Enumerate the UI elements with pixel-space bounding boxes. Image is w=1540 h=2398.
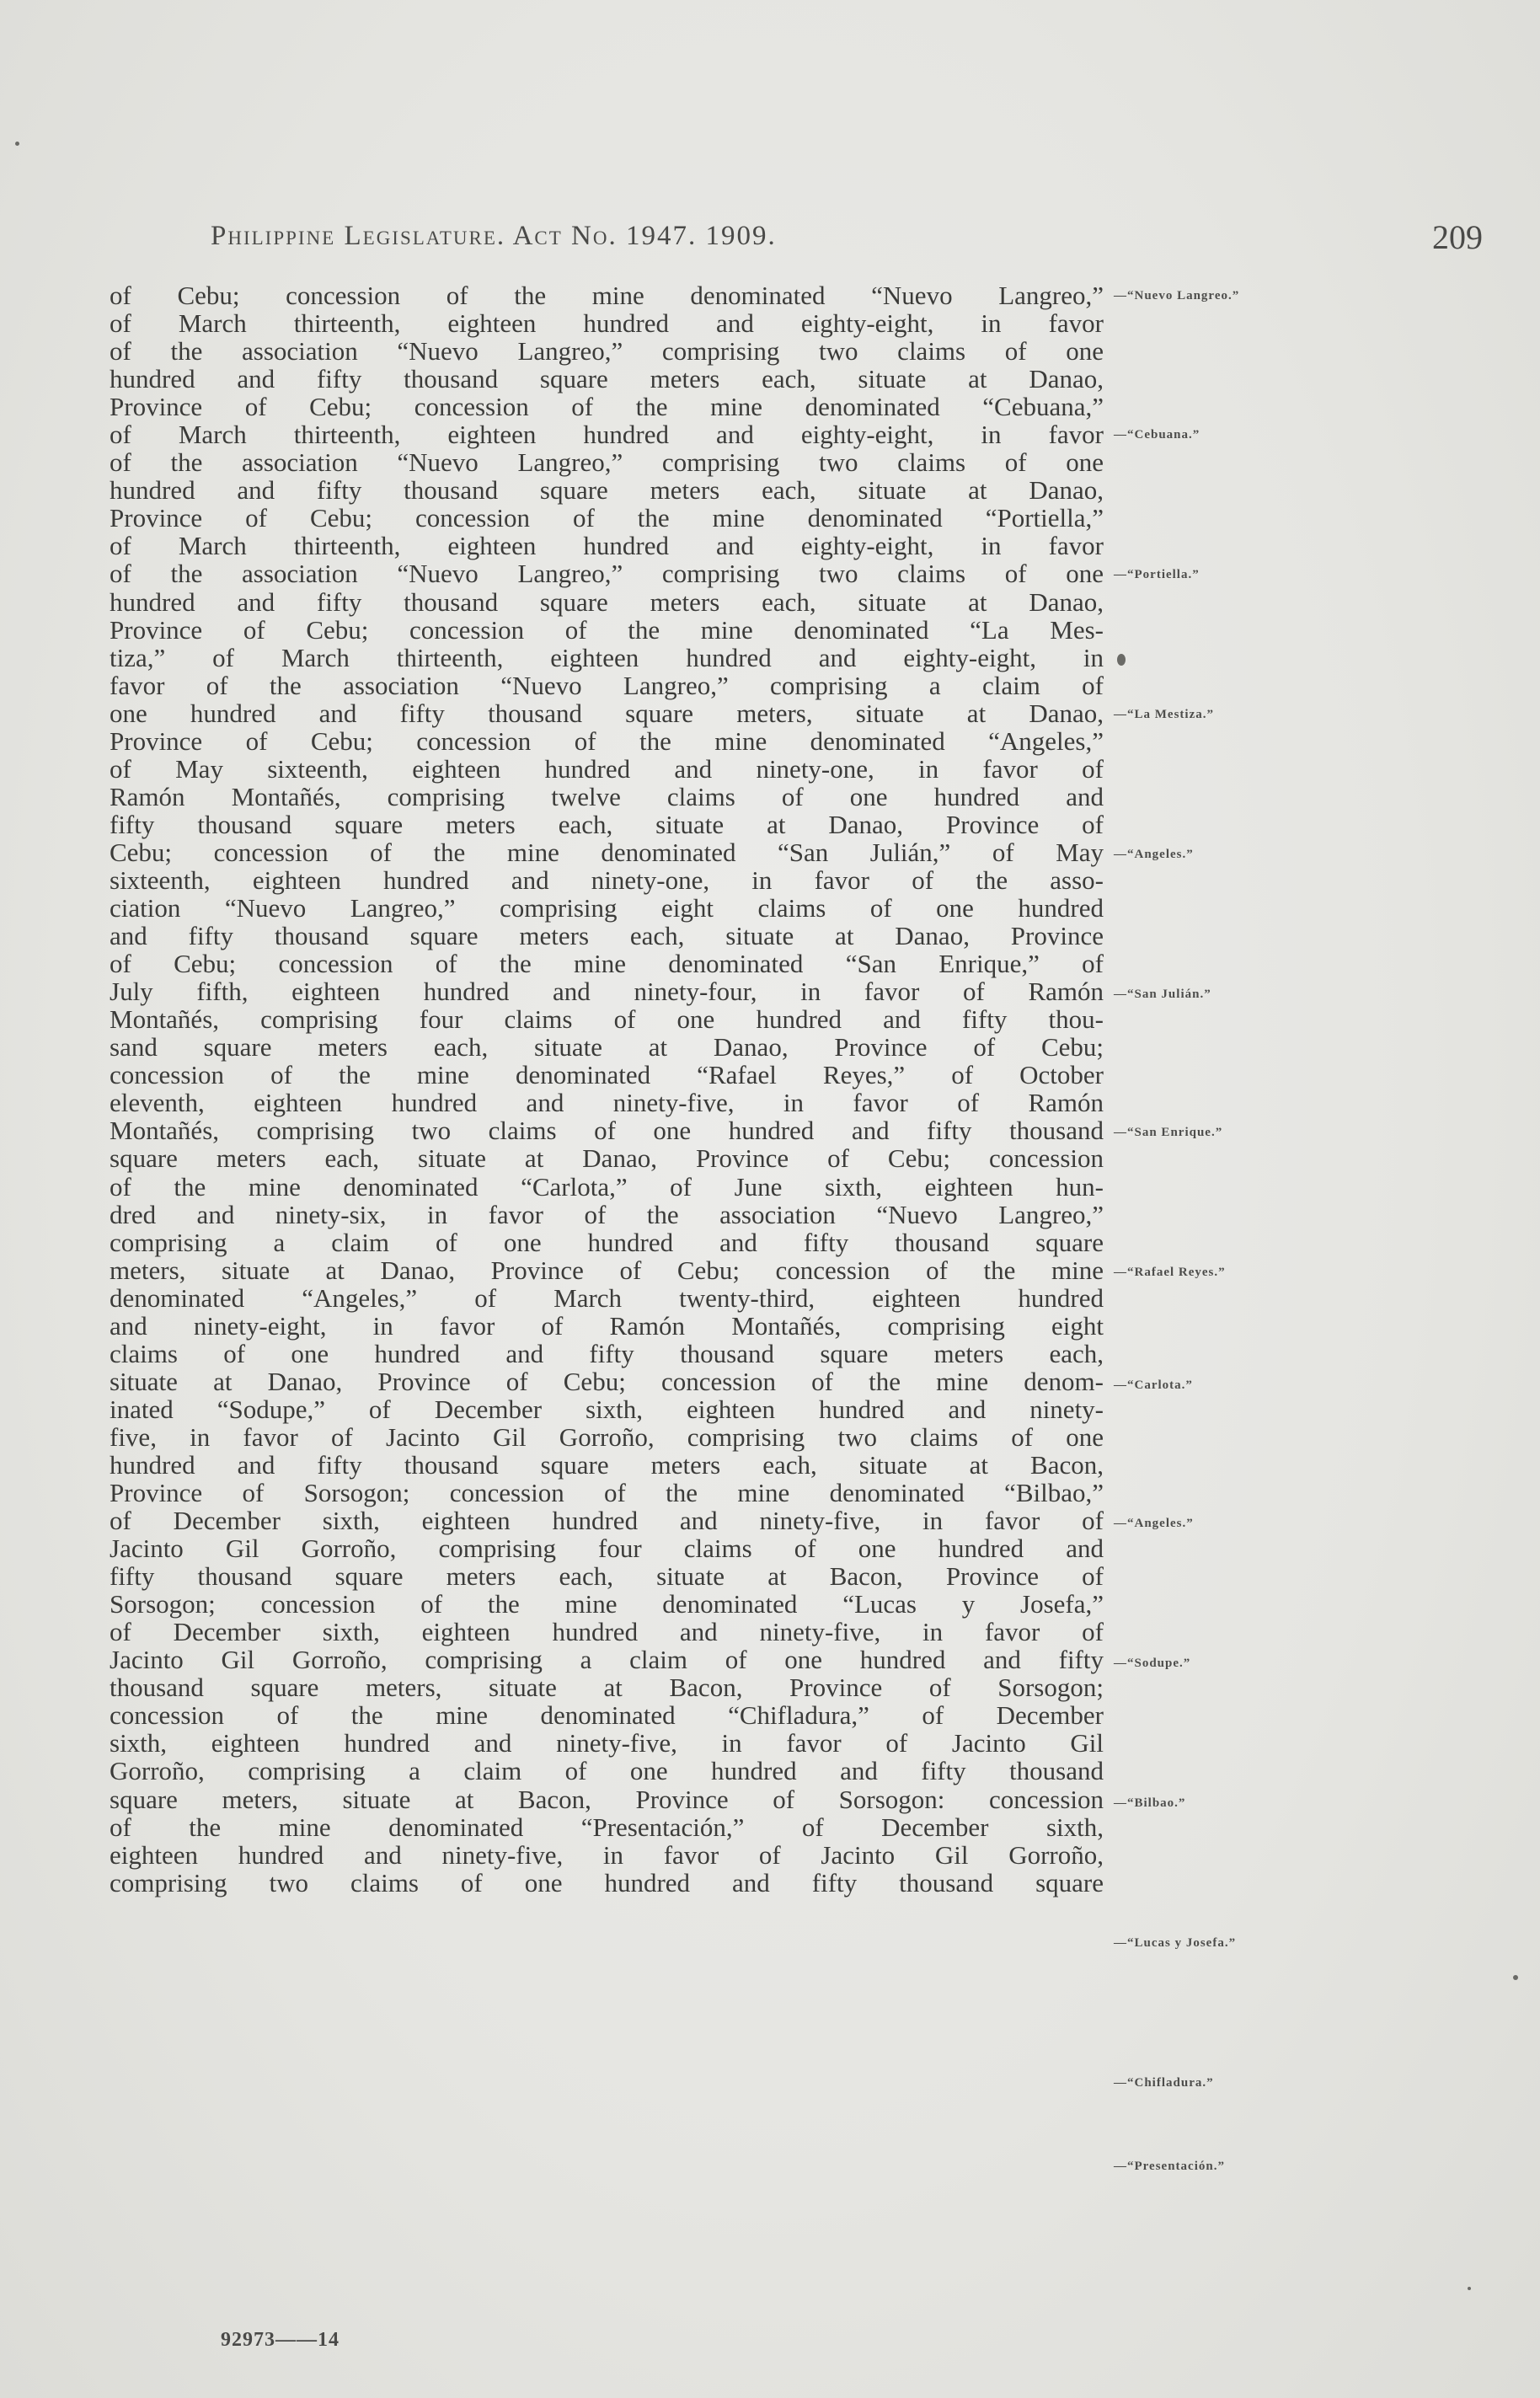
text-line: one hundred and fifty thousand square meters, situate at Danao, <box>110 698 1104 728</box>
margin-note: —“Chifladura.” <box>1114 2076 1214 2090</box>
margin-note: —“Bilbao.” <box>1114 1796 1186 1810</box>
text-line: comprising two claims of one hundred and fifty thousand square <box>110 1867 1104 1898</box>
text-line: Ramón Montañés, comprising twelve claims of one hundred and <box>110 781 1104 811</box>
text-line: of the association “Nuevo Langreo,” comprising two claims of one <box>110 447 1104 478</box>
text-line: claims of one hundred and fifty thousand square meters each, <box>110 1338 1104 1368</box>
margin-note: —“Angeles.” <box>1114 848 1194 861</box>
margin-note: —“Cebuana.” <box>1114 428 1200 442</box>
signature-mark: 92973——14 <box>221 2329 340 2351</box>
text-line: of May sixteenth, eighteen hundred and ninety-one, in favor of <box>110 753 1104 784</box>
text-line: sixth, eighteen hundred and ninety-five, in favor of Jacinto Gil <box>110 1728 1104 1758</box>
text-line: fifty thousand square meters each, situate at Bacon, Province of <box>110 1561 1104 1592</box>
text-line: favor of the association “Nuevo Langreo,” comprising a claim of <box>110 670 1104 700</box>
margin-note: —“Lucas y Josefa.” <box>1114 1936 1237 1950</box>
text-line: meters, situate at Danao, Province of Cebu; concession of the mine <box>110 1255 1104 1285</box>
text-line: Province of Cebu; concession of the mine denominated “Cebuana,” <box>110 392 1104 422</box>
text-line: Gorroño, comprising a claim of one hundred and fifty thousand <box>110 1756 1104 1786</box>
margin-note: —“Carlota.” <box>1114 1378 1193 1392</box>
text-line: of the mine denominated “Carlota,” of June sixth, eighteen hun- <box>110 1171 1104 1202</box>
ink-speck <box>1117 654 1126 666</box>
text-line: of March thirteenth, eighteen hundred and eighty-eight, in favor <box>110 420 1104 450</box>
text-line: Province of Cebu; concession of the mine denominated “Portiella,” <box>110 503 1104 533</box>
text-line: Sorsogon; concession of the mine denominated “Lucas y Josefa,” <box>110 1589 1104 1619</box>
text-line: Montañés, comprising four claims of one hundred and fifty thou- <box>110 1004 1104 1035</box>
text-line: square meters, situate at Bacon, Province of Sorsogon: concession <box>110 1784 1104 1814</box>
text-line: hundred and fifty thousand square meters each, situate at Danao, <box>110 475 1104 506</box>
margin-note: —“La Mestiza.” <box>1114 708 1214 721</box>
text-line: concession of the mine denominated “Chifladura,” of December <box>110 1700 1104 1731</box>
text-line: of the mine denominated “Presentación,” of December sixth, <box>110 1812 1104 1842</box>
text-line: fifty thousand square meters each, situate at Danao, Province of <box>110 809 1104 839</box>
text-line: concession of the mine denominated “Rafael Reyes,” of October <box>110 1060 1104 1090</box>
body-text <box>110 281 1104 1897</box>
page-header-title: Philippine Legislature. Act No. 1947. 1909. <box>211 221 777 251</box>
text-line: Province of Sorsogon; concession of the mine denominated “Bilbao,” <box>110 1478 1104 1508</box>
text-line: Province of Cebu; concession of the mine denominated “Angeles,” <box>110 725 1104 756</box>
margin-note: —“Sodupe.” <box>1114 1657 1191 1670</box>
text-line: of the association “Nuevo Langreo,” comprising two claims of one <box>110 336 1104 367</box>
margin-note: —“Presentación.” <box>1114 2160 1225 2173</box>
text-line: tiza,” of March thirteenth, eighteen hundred and eighty-eight, in <box>110 642 1104 672</box>
ink-speck <box>1513 1975 1518 1980</box>
text-line: hundred and fifty thousand square meters each, situate at Danao, <box>110 364 1104 394</box>
text-line: Jacinto Gil Gorroño, comprising four claims of one hundred and <box>110 1534 1104 1564</box>
margin-note: —“Rafael Reyes.” <box>1114 1266 1226 1279</box>
text-line: of December sixth, eighteen hundred and ninety-five, in favor of <box>110 1617 1104 1647</box>
margin-note: —“Angeles.” <box>1114 1517 1194 1530</box>
text-line: of December sixth, eighteen hundred and ninety-five, in favor of <box>110 1506 1104 1536</box>
ink-speck <box>15 142 19 146</box>
text-line: of Cebu; concession of the mine denominated “Nuevo Langreo,” <box>110 281 1104 310</box>
text-line: sixteenth, eighteen hundred and ninety-one, in favor of the asso- <box>110 864 1104 895</box>
page-number: 209 <box>1432 218 1483 256</box>
text-line: situate at Danao, Province of Cebu; concession of the mine denom- <box>110 1366 1104 1396</box>
text-line: eighteen hundred and ninety-five, in favor of Jacinto Gil Gorroño, <box>110 1839 1104 1870</box>
text-line: inated “Sodupe,” of December sixth, eighteen hundred and ninety- <box>110 1394 1104 1424</box>
margin-note: —“San Enrique.” <box>1114 1126 1223 1139</box>
margin-note: —“Portiella.” <box>1114 568 1200 581</box>
text-line: of the association “Nuevo Langreo,” comprising two claims of one <box>110 559 1104 589</box>
text-line: of Cebu; concession of the mine denominated “San Enrique,” of <box>110 949 1104 979</box>
text-line: denominated “Angeles,” of March twenty-third, eighteen hundred <box>110 1282 1104 1313</box>
text-line: sand square meters each, situate at Danao, Province of Cebu; <box>110 1032 1104 1063</box>
text-line: Montañés, comprising two claims of one hundred and fifty thousand <box>110 1116 1104 1146</box>
text-line: thousand square meters, situate at Bacon, Province of Sorsogon; <box>110 1673 1104 1703</box>
text-line: of March thirteenth, eighteen hundred and eighty-eight, in favor <box>110 308 1104 339</box>
text-line: dred and ninety-six, in favor of the association “Nuevo Langreo,” <box>110 1199 1104 1229</box>
text-line: Jacinto Gil Gorroño, comprising a claim of one hundred and fifty <box>110 1645 1104 1675</box>
text-line: and ninety-eight, in favor of Ramón Montañés, comprising eight <box>110 1310 1104 1341</box>
text-line: square meters each, situate at Danao, Province of Cebu; concession <box>110 1143 1104 1174</box>
running-head <box>211 218 1483 263</box>
text-line: eleventh, eighteen hundred and ninety-five, in favor of Ramón <box>110 1088 1104 1118</box>
text-line: comprising a claim of one hundred and fifty thousand square <box>110 1227 1104 1257</box>
text-line: five, in favor of Jacinto Gil Gorroño, comprising two claims of one <box>110 1421 1104 1452</box>
text-line: Province of Cebu; concession of the mine denominated “La Mes- <box>110 614 1104 645</box>
text-line: hundred and fifty thousand square meters each, situate at Danao, <box>110 586 1104 617</box>
ink-speck <box>1468 2287 1471 2290</box>
margin-note: —“San Julián.” <box>1114 988 1211 1001</box>
text-line: hundred and fifty thousand square meters each, situate at Bacon, <box>110 1449 1104 1480</box>
text-line: of March thirteenth, eighteen hundred and eighty-eight, in favor <box>110 531 1104 561</box>
text-line: Cebu; concession of the mine denominated “San Julián,” of May <box>110 837 1104 867</box>
text-line: ciation “Nuevo Langreo,” comprising eight claims of one hundred <box>110 893 1104 923</box>
margin-note: —“Nuevo Langreo.” <box>1114 289 1240 302</box>
text-line: July fifth, eighteen hundred and ninety-four, in favor of Ramón <box>110 977 1104 1007</box>
text-line: and fifty thousand square meters each, situate at Danao, Province <box>110 921 1104 951</box>
